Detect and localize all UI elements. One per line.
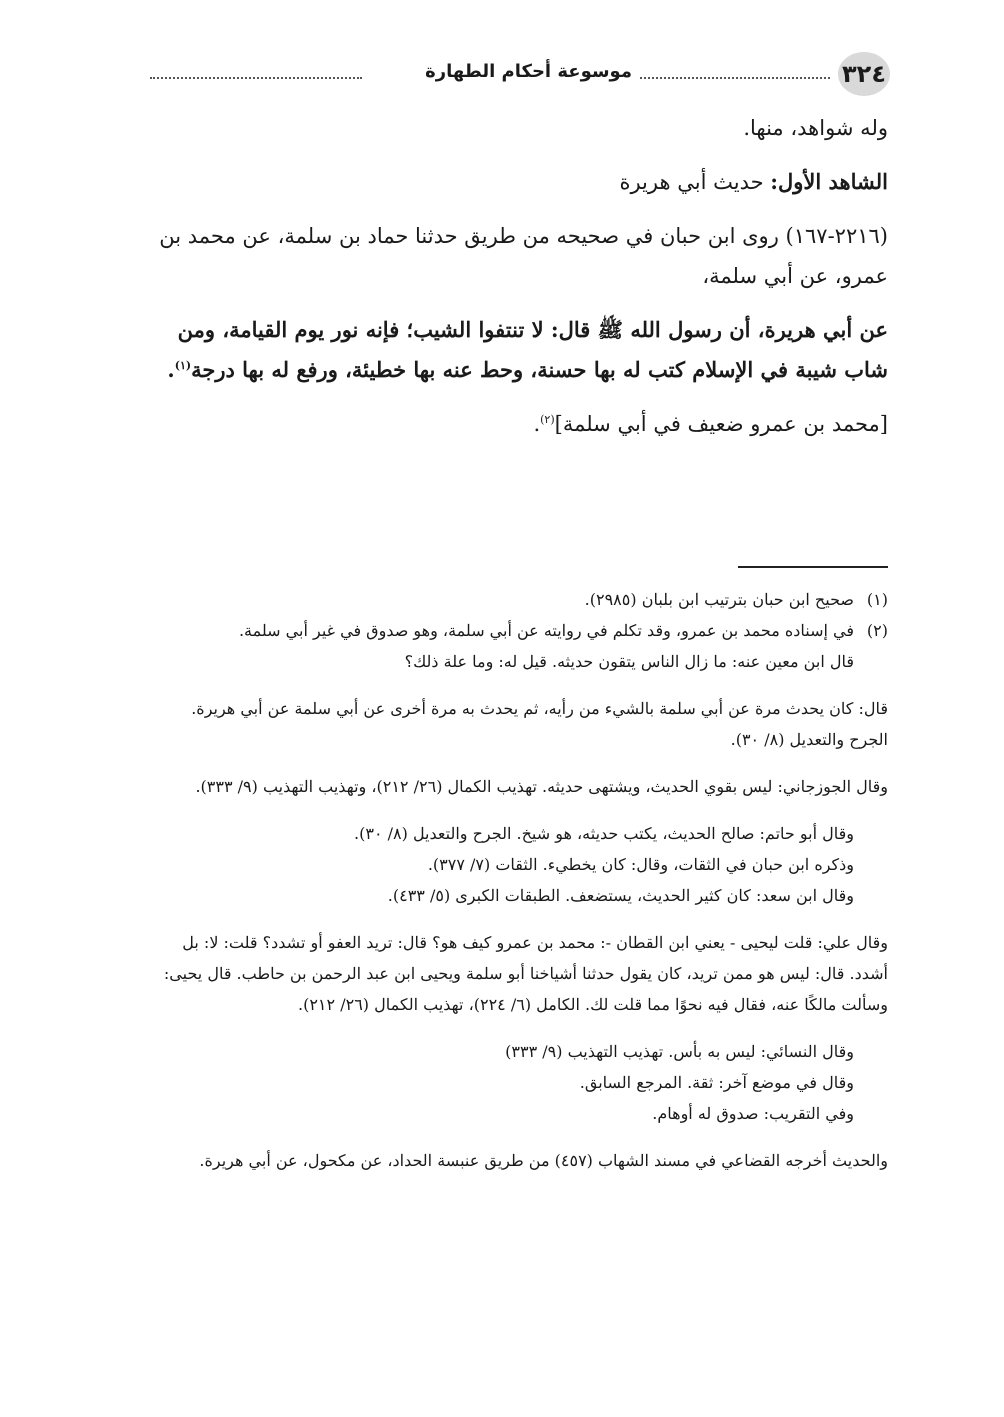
ruling-text: [محمد بن عمرو ضعيف في أبي سلمة] — [554, 412, 888, 436]
footnote-2-number: (٢) — [866, 621, 888, 640]
footnote-1 — [150, 584, 888, 615]
footnote-line: وقال ابن سعد: كان كثير الحديث، يستضعف. الطبقات الكبرى (٥/ ٤٣٣). — [387, 886, 854, 905]
main-text — [150, 108, 888, 444]
footnotes — [150, 584, 888, 1192]
footnote-line: قال: كان يحدث مرة عن أبي سلمة بالشيء من رأيه، ثم يحدث به مرة أخرى عن أبي سلمة عن أبي هريرة. الجرح والتعديل (٨/ ٣٠). — [191, 699, 888, 749]
footnote-line: وقال النسائي: ليس به بأس. تهذيب التهذيب (٩/ ٣٣٣) — [505, 1042, 854, 1061]
footnote-line: قال ابن معين عنه: ما زال الناس يتقون حديثه. قيل له: وما علة ذلك؟ — [404, 652, 854, 671]
footnote-ref-2[interactable]: (٢) — [540, 413, 555, 426]
footnote-line: وقال أبو حاتم: صالح الحديث، يكتب حديثه، هو شيخ. الجرح والتعديل (٨/ ٣٠). — [354, 824, 854, 843]
footnote-2-text: في إسناده محمد بن عمرو، وقد تكلم في روايته عن أبي سلمة، وهو صدوق في غير أبي سلمة. — [238, 621, 854, 640]
paragraph-hadith: عن أبي هريرة، أن رسول الله ﷺ قال: لا تنتفوا الشيب؛ فإنه نور يوم القيامة، ومن شاب شيبة في الإسلام كتب له بها حسنة، وحط عنه بها خطيئة، ورفع له بها درجة$^{(١)}$. — [167, 317, 888, 382]
footnote-line: وقال في موضع آخر: ثقة. المرجع السابق. — [579, 1073, 854, 1092]
witness-title: حديث أبي هريرة — [619, 170, 771, 194]
ruling-end: . — [533, 412, 541, 436]
footnote-line: والحديث أخرجه القضاعي في مسند الشهاب (٤٥٧) من طريق عنبسة الحداد، عن مكحول، عن أبي هريرة. — [199, 1151, 888, 1170]
paragraph-witness-heading — [150, 162, 888, 202]
page-number: ٣٢٤ — [838, 52, 890, 96]
footnote-2 — [150, 615, 888, 646]
header-dots-left — [150, 77, 362, 79]
footnote-line: وذكره ابن حبان في الثقات، وقال: كان يخطيء. الثقات (٧/ ٣٧٧). — [427, 855, 854, 874]
footnote-1-number: (١) — [866, 590, 888, 609]
footnote-line: وقال علي: قلت ليحيى - يعني ابن القطان -: محمد بن عمرو كيف هو؟ قال: تريد العفو أو تشدد؟ قلت: لا: بل أشدد. قال: ليس هو ممن تريد، كان يقول حدثنا أشياخنا أبو سلمة ويحيى ابن عبد الرحمن بن حاطب. قال يحيى: وسألت مالكًا عنه، فقال فيه نحوًا مما قلت لك. الكامل (٦/ ٢٢٤)، تهذيب الكمال (٢٦/ ٢١٢). — [163, 933, 888, 1014]
hadith-text: عن أبي هريرة، أن رسول الله ﷺ قال: لا تنتفوا الشيب؛ فإنه نور يوم القيامة، ومن شاب شيبة في الإسلام كتب له بها حسنة، وحط عنه بها خطيئة، ورفع له بها درجة — [177, 317, 888, 382]
footnote-line: وقال الجوزجاني: ليس بقوي الحديث، ويشتهى حديثه. تهذيب الكمال (٢٦/ ٢١٢)، وتهذيب التهذيب (٩/ ٣٣٣). — [195, 777, 888, 796]
footnote-separator — [738, 566, 888, 568]
footnote-line: وفي التقريب: صدوق له أوهام. — [652, 1104, 854, 1123]
footnote-1-text: صحيح ابن حبان بترتيب ابن بلبان (٢٩٨٥). — [584, 590, 854, 609]
book-title: موسوعة أحكام الطهارة — [419, 61, 638, 82]
paragraph-intro: وله شواهد، منها. — [743, 116, 888, 140]
header-dots-right — [636, 77, 830, 79]
paragraph-isnad: (٢٢١٦-١٦٧) روى ابن حبان في صحيحه من طريق حدثنا حماد بن سلمة، عن محمد بن عمرو، عن أبي سلمة، — [159, 224, 888, 288]
page-header — [150, 52, 888, 98]
footnote-ref-1[interactable]: (١) — [174, 359, 192, 372]
paragraph-ruling — [150, 404, 888, 444]
witness-label: الشاهد الأول: — [770, 169, 888, 194]
